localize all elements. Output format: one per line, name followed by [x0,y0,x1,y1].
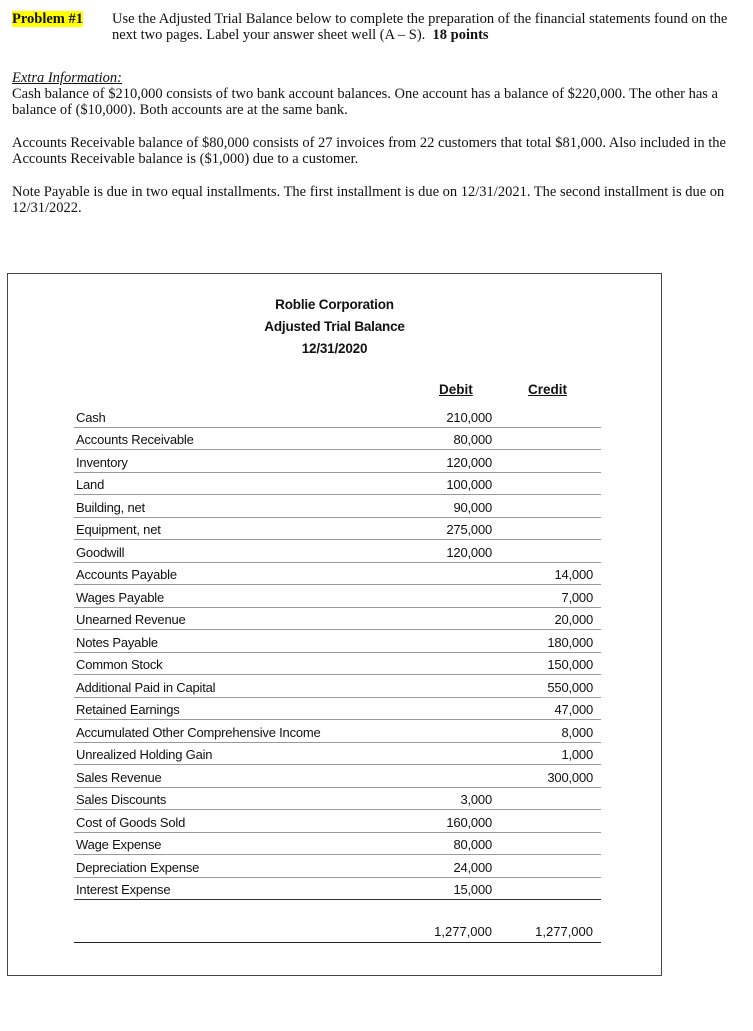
debit-amount: 120,000 [446,544,492,560]
total-row [74,914,601,943]
debit-amount: 24,000 [453,859,492,875]
table-row [74,833,601,856]
account-name: Accounts Receivable [76,432,194,447]
table-row [74,428,601,451]
table-row [74,450,601,473]
table-row [74,743,601,766]
table-row [74,810,601,833]
problem-points: 18 points [432,27,489,43]
credit-amount: 8,000 [561,724,593,740]
table-row [74,788,601,811]
debit-amount: 3,000 [460,792,492,807]
account-name: Accumulated Other Comprehensive Income [76,724,321,740]
account-name: Unrealized Holding Gain [76,747,213,762]
account-name: Interest Expense [76,882,171,897]
account-name: Retained Earnings [76,702,180,717]
debit-amount: 160,000 [446,814,492,830]
account-name: Building, net [76,499,145,515]
debit-amount: 120,000 [446,454,492,470]
table-row [74,765,601,788]
table-row [74,563,601,586]
table-row [74,540,601,563]
table-row [74,653,601,676]
debit-amount: 100,000 [446,477,492,492]
debit-amount: 15,000 [453,882,492,897]
table-row [74,720,601,743]
credit-amount: 20,000 [554,612,593,627]
account-name: Wages Payable [76,589,164,605]
account-name: Equipment, net [76,522,161,537]
company-name: Roblie Corporation [275,297,394,312]
account-name: Accounts Payable [76,567,177,582]
credit-amount: 180,000 [547,634,593,650]
total-debit: 1,277,000 [434,924,492,939]
account-name: Unearned Revenue [76,612,186,627]
table-row [74,878,601,901]
table-row [74,608,601,631]
account-rows [74,405,601,900]
account-name: Common Stock [76,657,163,672]
credit-amount: 1,000 [561,747,593,762]
account-name: Goodwill [76,544,125,560]
statement-date: 12/31/2020 [301,341,368,356]
account-name: Sales Discounts [76,792,167,807]
table-row [74,855,601,878]
extra-heading: Extra Information: [12,70,122,86]
statement-title: Adjusted Trial Balance [264,319,405,334]
table-row [74,405,601,428]
credit-amount: 7,000 [561,589,593,605]
account-name: Cost of Goods Sold [76,814,186,830]
extra-paragraph: Cash balance of $210,000 consists of two bank account balances. One account has a balance of $220,000. The other has a balance of ($10,000). Both accounts are at the same bank. [12,86,718,118]
table-row [74,495,601,518]
debit-amount: 275,000 [446,522,492,537]
debit-amount: 210,000 [446,409,492,425]
table-row [74,630,601,653]
credit-header: Credit [528,382,568,397]
debit-amount: 80,000 [453,837,492,852]
account-name: Sales Revenue [76,769,162,785]
account-name: Additional Paid in Capital [76,679,216,695]
table-row [74,675,601,698]
account-name: Inventory [76,454,128,470]
account-name: Cash [76,409,106,425]
credit-amount: 150,000 [547,657,593,672]
table-row [74,698,601,721]
trial-balance-table [7,273,662,976]
account-name: Land [76,477,105,492]
table-row [74,518,601,541]
table-row [74,585,601,608]
table-row [74,473,601,496]
problem-text: Use the Adjusted Trial Balance below to complete the preparation of the financial statements found on the next two pages. Label your answer sheet well (A – S). [112,11,728,43]
debit-amount: 80,000 [453,432,492,447]
account-name: Depreciation Expense [76,859,200,875]
extra-paragraph: Accounts Receivable balance of $80,000 consists of 27 invoices from 22 customers that total $81,000. Also included in the Accounts Receivable balance is ($1,000) due to a customer. [12,135,726,167]
problem-header [12,11,742,43]
problem-label: Problem #1 [12,11,84,27]
credit-amount: 300,000 [547,769,593,785]
debit-header: Debit [439,382,473,397]
extra-information [12,70,742,233]
credit-amount: 47,000 [554,702,593,717]
credit-amount: 550,000 [547,679,593,695]
account-name: Notes Payable [76,634,158,650]
credit-amount: 14,000 [554,567,593,582]
account-name: Wage Expense [76,837,162,852]
total-credit: 1,277,000 [535,924,593,939]
debit-amount: 90,000 [453,499,492,515]
trial-balance-titles [8,294,661,360]
extra-paragraph: Note Payable is due in two equal installments. The first installment is due on 12/31/2021. The second installment is due on 12/31/2022. [12,184,725,216]
